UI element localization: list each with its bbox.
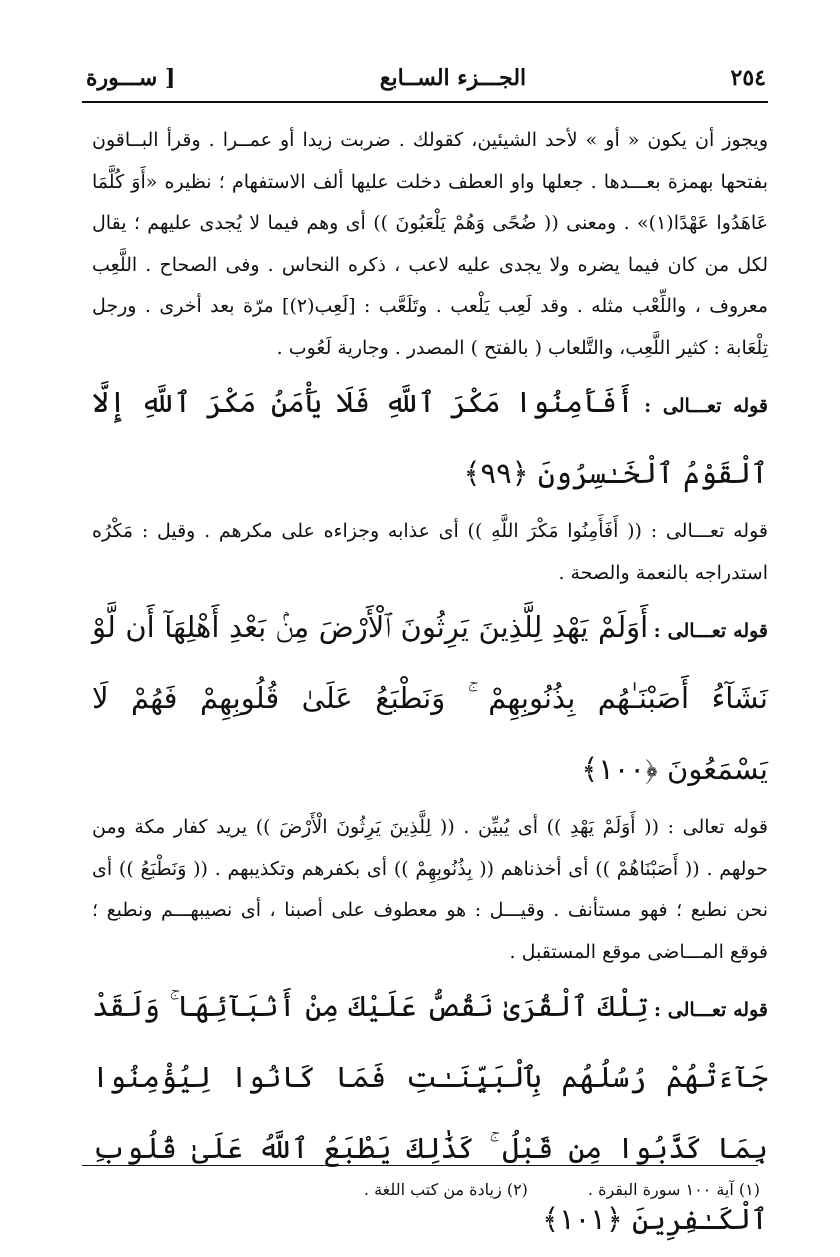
verse-100-text: أَوَلَمْ يَهْدِ لِلَّذِينَ يَرِثُونَ ٱلْأَرْضَ مِنۢ بَعْدِ أَهْلِهَآ أَن لَّوْ نَشَآءُ أَصَبْنَـٰهُم بِذُنُوبِهِمْ ۚ وَنَطْبَعُ عَلَىٰ قُلُوبِهِمْ فَهُمْ لَا يَسْمَعُونَ ﴿١٠٠﴾ xyxy=(92,610,768,786)
header-rule xyxy=(82,101,768,103)
paragraph-3: قوله تعالى : (( أَوَلَمْ يَهْدِ )) أى يُبيِّن . (( لِلَّذِينَ يَرِثُونَ الْأَرْضَ )) يريد كفار مكة ومن حولهم . (( أَصَبْنَاهُمْ )) أى أخذناهم (( بِذُنُوبِهِمْ )) أى بكفرهم وتكذيبهم . (( وَنَطْبَعُ )) أى نحن نطبع ؛ فهو مستأنف . وقيـــل : هو معطوف على أصبنا ، أى نصيبهـــم ونطبع ؛ فوقع المـــاضى موقع المستقبل . xyxy=(92,816,768,963)
footnote-2: (٢) زيادة من كتب اللغة . xyxy=(363,1180,528,1199)
section-label: [ ســـورة xyxy=(86,65,176,91)
verse-99-text: أَفَأَمِنُوا مَكْرَ ٱللَّهِ فَلَا يَأْمَنُ مَكْرَ ٱللَّهِ إِلَّا ٱلْقَوْمُ ٱلْخَـٰسِرُونَ ﴿٩٩﴾ xyxy=(92,385,768,490)
paragraph-1: ويجوز أن يكون « أو » لأحد الشيئين، كقولك . ضربت زيدا أو عمــرا . وقرأ البــاقون بفتحها بهمزة بعـــدها . جعلها واو العطف دخلت عليها ألف الاستفهام ؛ نظيره «أَوَ كُلَّمَا عَاهَدُوا عَهْدًا(١)» . ومعنى (( ضُحًى وَهُمْ يَلْعَبُونَ )) أى وهم فيما لا يُجدى عليهم ؛ يقال لكل من كان فيما يضره ولا يجدى عليه لاعب ، ذكره النحاس . وفى الصحاح . اللَّعِب معروف ، واللِّعْب مثله . وقد لَعِب يَلْعب . وتَلَعَّب : [لَعِب(٢)] مرّة بعد أخرى . ورجل تِلْعَابة : كثير اللَّعِب، والتَّلعاب ( بالفتح ) المصدر . وجارية لَعُوب . xyxy=(92,129,769,359)
verse-100-intro: قوله تعـــالى : xyxy=(653,620,769,642)
verse-99-intro: قوله تعـــالى : xyxy=(644,395,769,417)
verse-100 xyxy=(92,594,768,807)
paragraph-2: قوله تعـــالى : (( أَفَأَمِنُوا مَكْرَ اللَّهِ )) أى عذابه وجزاءه على مكرهم . وقيل : مَكْرُه استدراجه بالنعمة والصحة . xyxy=(92,520,768,584)
page-header xyxy=(86,58,766,98)
footnote-rule xyxy=(82,1165,758,1166)
footnote-1: (١) آية ١٠٠ سورة البقرة . xyxy=(587,1180,760,1199)
verse-99 xyxy=(92,369,768,511)
page-body xyxy=(92,120,768,1257)
verse-101-text: تِلْكَ ٱلْقُرَىٰ نَقُصُّ عَلَيْكَ مِنْ أَنۢبَآئِهَا ۚ وَلَقَدْ جَآءَتْهُمْ رُسُلُهُم بِٱلْبَيِّنَـٰتِ فَمَا كَانُوا لِيُؤْمِنُوا بِمَا كَذَّبُوا مِن قَبْلُ ۚ كَذَٰلِكَ يَطْبَعُ ٱللَّهُ عَلَىٰ قُلُوبِ ٱلْكَـٰفِرِينَ ﴿١٠١﴾ xyxy=(92,989,768,1236)
verse-101-intro: قوله تعـــالى : xyxy=(653,999,768,1021)
footnotes xyxy=(240,1180,760,1199)
verse-101 xyxy=(92,973,768,1257)
page-number: ٢٥٤ xyxy=(730,65,766,91)
part-title: الجـــزء الســابع xyxy=(379,65,527,91)
